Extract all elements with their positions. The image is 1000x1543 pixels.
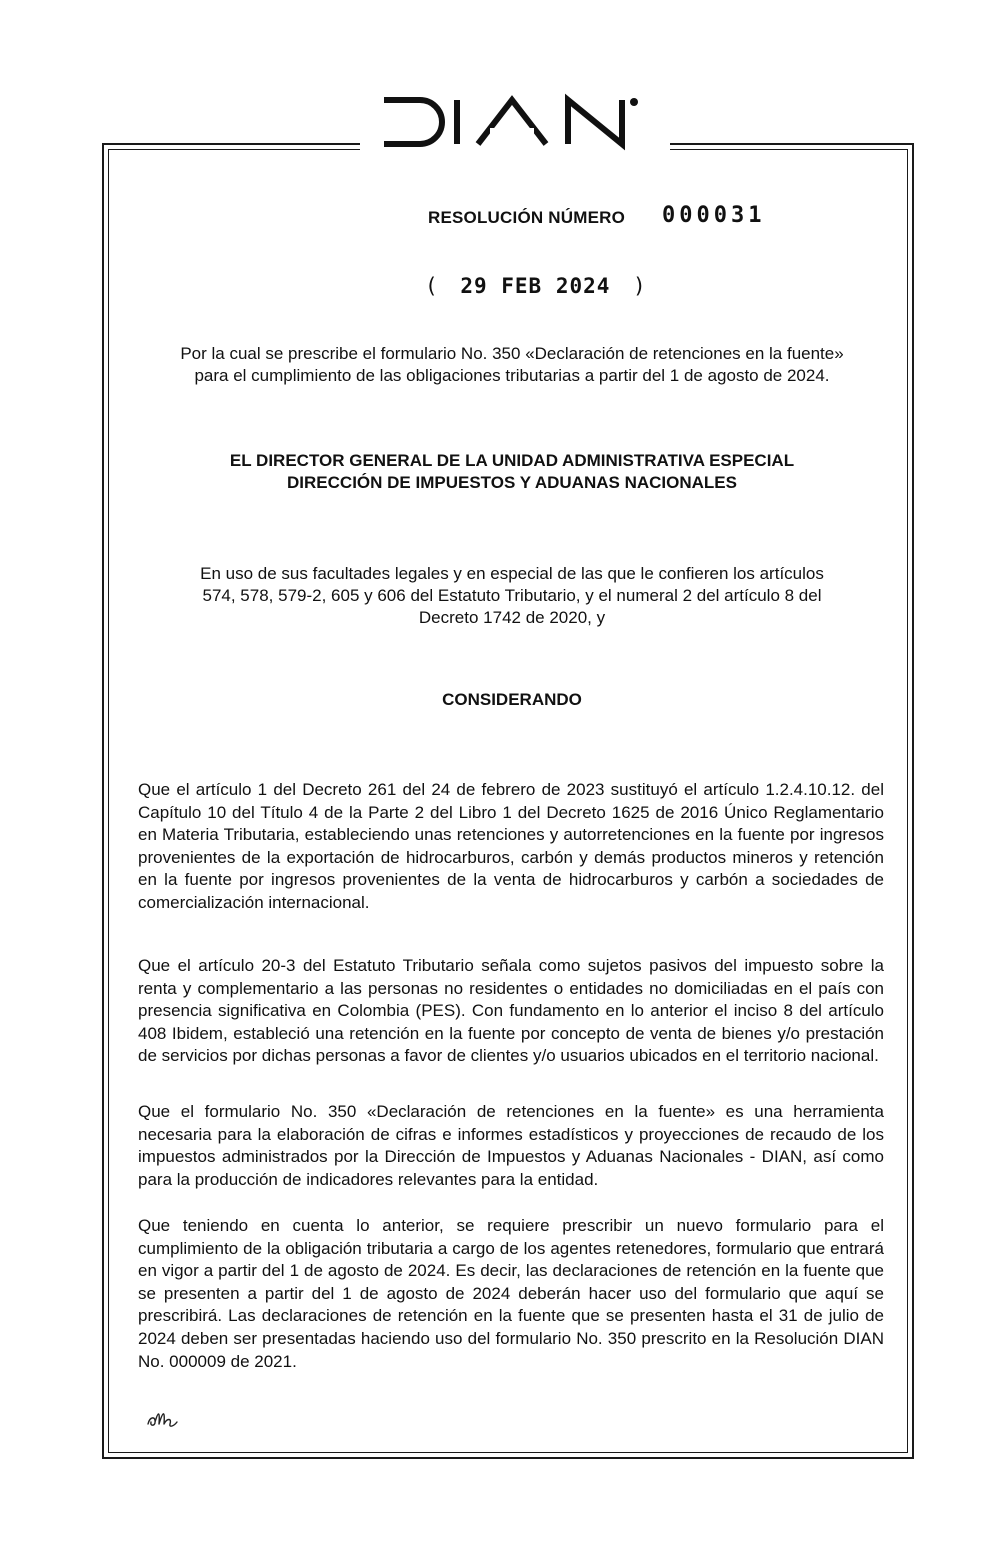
resolution-number: 000031 [662, 203, 766, 228]
powers-line-2: 574, 578, 579-2, 605 y 606 del Estatuto Tributario, y el numeral 2 del artículo 8 del [202, 586, 822, 605]
issuing-authority [140, 450, 884, 494]
considerando-heading: CONSIDERANDO [442, 690, 582, 709]
date-open-paren: ( [425, 274, 438, 298]
resolution-date-line [425, 274, 646, 298]
considerando-paragraph-1: Que el artículo 1 del Decreto 261 del 24 de febrero de 2023 sustituyó el artículo 1.2.4.10.12. del Capítulo 10 del Título 4 de la Parte 2 del Libro 1 del Decreto 1625 de 2016 Único Reglamentario en Materia Tributaria, estableciendo unas retenciones y autorretenciones en la fuente por ingresos provenientes de la exportación de hidrocarburos, carbón y demás productos mineros y retención en la fuente por ingresos provenientes de la venta de hidrocarburos y carbón a sociedades de comercialización internacional. [138, 780, 884, 912]
date-close-paren: ) [633, 274, 646, 298]
resolution-title: RESOLUCIÓN NÚMERO [428, 208, 626, 227]
dian-logo [372, 92, 662, 152]
subject-line-2: para el cumplimiento de las obligaciones tributarias a partir del 1 de agosto de 2024. [194, 366, 830, 385]
considerando-paragraph-4: Que teniendo en cuenta lo anterior, se requiere prescribir un nuevo formulario para el cumplimiento de la obligación tributaria a cargo de los agentes retenedores, formulario que entrará en vigor a partir del 1 de agosto de 2024. Es decir, las declaraciones de retención en la fuente que se presenten a partir del 1 de agosto de 2024 deberán hacer uso del formulario que aquí se prescribirá. Las declaraciones de retención en la fuente que se presenten hasta el 31 de julio de 2024 deben ser presentadas haciendo uso del formulario No. 350 prescrito en la Resolución DIAN No. 000009 de 2021. [138, 1216, 884, 1371]
authority-line-2: DIRECCIÓN DE IMPUESTOS Y ADUANAS NACIONALES [287, 473, 737, 492]
considerando-paragraph-2: Que el artículo 20-3 del Estatuto Tributario señala como sujetos pasivos del impuesto sobre la renta y complementario a las personas no residentes o entidades no domiciliadas en el país con presencia significativa en Colombia (PES). Con fundamento en lo anterior el inciso 8 del artículo 408 Ibidem, estableció una retención en la fuente por concepto de venta de bienes y/o prestación de servicios por dichas personas a favor de clientes y/o usuarios ubicados en el territorio nacional. [138, 956, 884, 1066]
considerando-paragraph-3: Que el formulario No. 350 «Declaración de retenciones en la fuente» es una herramienta necesaria para la elaboración de cifras e informes estadísticos y proyecciones de recaudo de los impuestos administrados por la Dirección de Impuestos y Aduanas Nacionales - DIAN, así como para la producción de indicadores relevantes para la entidad. [138, 1102, 884, 1189]
legal-powers [140, 563, 884, 629]
resolution-date: 29 FEB 2024 [460, 274, 611, 298]
subject-line-1: Por la cual se prescribe el formulario No. 350 «Declaración de retenciones en la fuente» [180, 344, 844, 363]
handwritten-initials [146, 1408, 180, 1430]
resolution-subject [140, 343, 884, 387]
powers-line-3: Decreto 1742 de 2020, y [418, 608, 606, 627]
powers-line-1: En uso de sus facultades legales y en especial de las que le confieren los artículos [200, 564, 824, 583]
authority-line-1: EL DIRECTOR GENERAL DE LA UNIDAD ADMINISTRATIVA ESPECIAL [229, 451, 795, 470]
